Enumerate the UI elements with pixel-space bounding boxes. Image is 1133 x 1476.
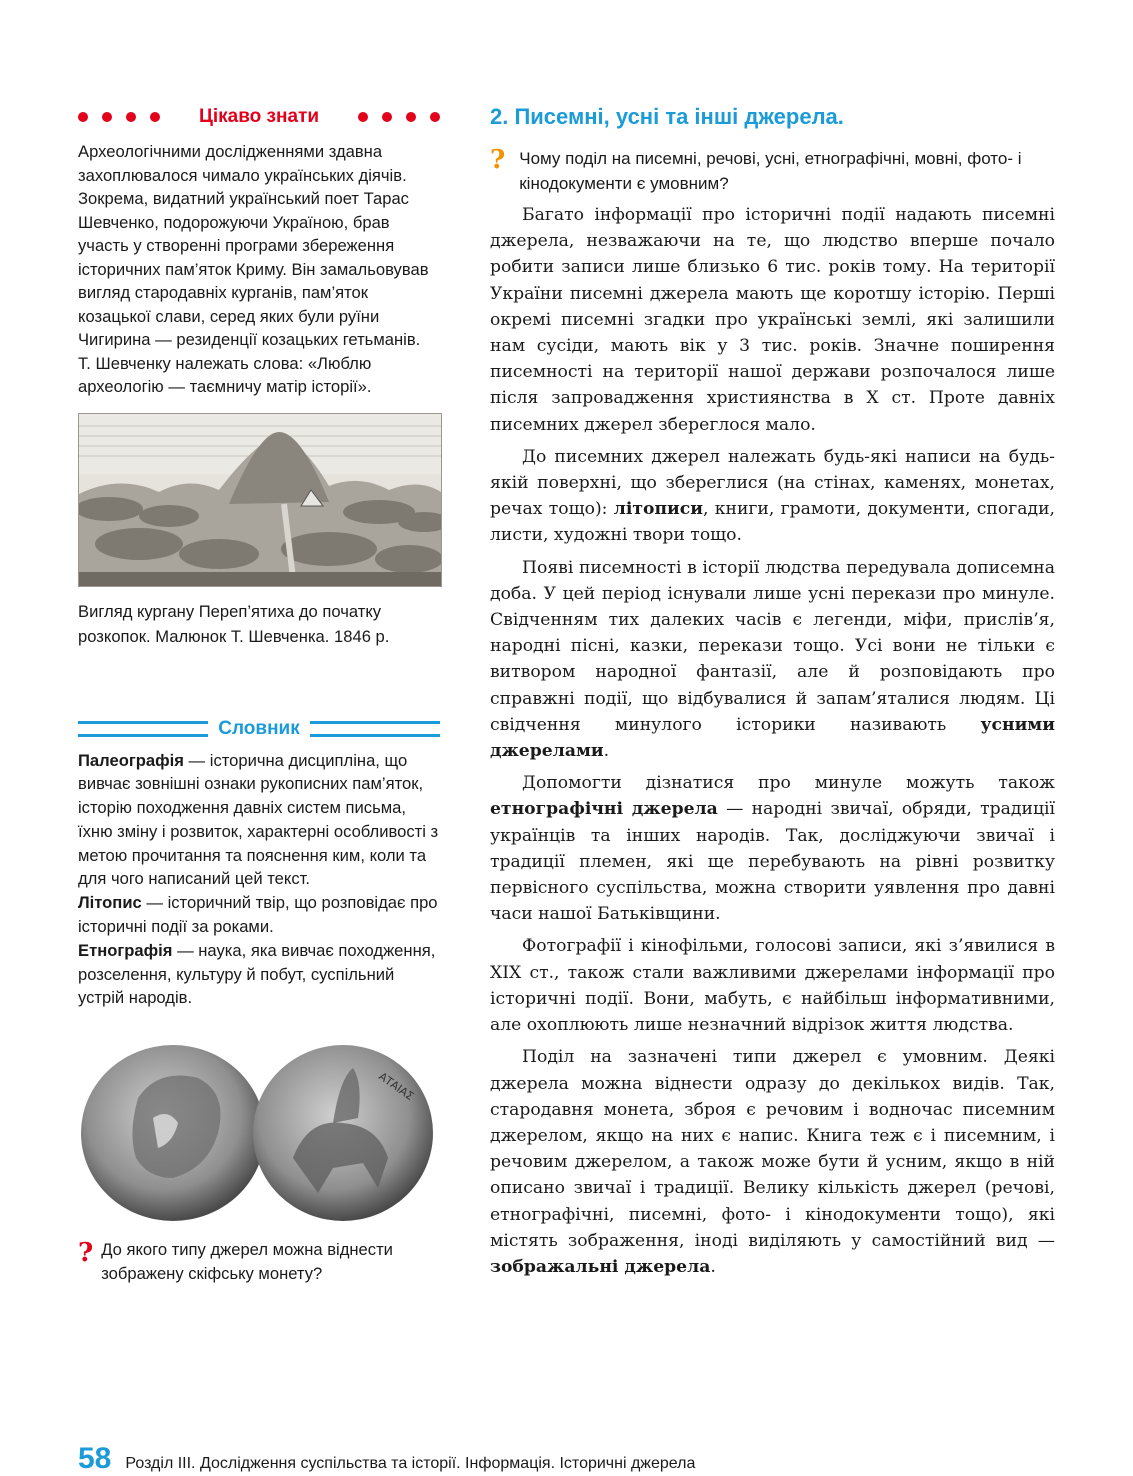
- paragraph: Багато інформації про історичні події надають писемні джерела, незважаючи на те, що людство вперше почало робити записи лише близько 6 тис. років тому. На території України писемні джерела мають ще коротшу історію. Перші окремі писемні згадки про українські землі, які залишили нам сусіди, мають вік у 3 тис. років. Значне поширення писемності на території нашої держави розпочалося лише після запровадження християнства в Х ст. Проте давніх писемних джерел збереглося мало.: [490, 205, 1055, 435]
- paragraph: Фотографії і кінофільми, голосові записи, які з’явилися в ХІХ ст., також стали важливими джерелами інформації про історичні події. Вони, мабуть, є найбільш інформативними, але охоплюють лише незначний відрізок життя людства.: [490, 936, 1055, 1036]
- paragraph: Появі писемності в історії людства передувала дописемна доба. У цей період існували лише усні перекази про минуле. Свідченням тих далеких часів є легенди, міфи, прислів’я, народні пісні, казки, перекази тощо. Усі вони не тільки є витвором народної фантазії, але й розповідають про справжні події, що відбувалися й запам’яталися людям. Ці свідчення минулого історики називають усними джерелами.: [490, 557, 1055, 762]
- bold-term: зображальні джерела: [490, 1256, 711, 1277]
- left-column: [78, 100, 440, 1286]
- kurgan-illustration: [78, 413, 442, 587]
- dictionary-rule-right: [310, 721, 440, 737]
- dictionary-title: Словник: [218, 717, 300, 739]
- dictionary-definition: — історична дисципліна, що вивчає зовнішні ознаки рукописних пам’яток, історію походження давніх систем письма, їхню зміну і розвиток, характерні особливості з метою прочитання та пояснення ким, коли та для чого написаний цей текст.: [78, 750, 439, 889]
- question-mark-icon: ?: [78, 1238, 94, 1269]
- chapter-title: Розділ ІІІ. Дослідження суспільства та історії. Інформація. Історичні джерела: [125, 1455, 696, 1472]
- dictionary-rule-left: [78, 721, 208, 737]
- dots-left: [78, 112, 160, 122]
- section-body: [490, 202, 1055, 1280]
- question-mark-icon: ?: [490, 145, 506, 175]
- paragraph: До писемних джерел належать будь-які написи на будь-якій поверхні, що збереглися (на стінах, каменях, монетах, речах тощо): літописи, книги, грамоти, документи, спогади, листи, художні твори тощо.: [490, 446, 1055, 546]
- bold-term: літописи: [613, 499, 704, 520]
- dictionary-definition: — історичний твір, що розповідає про історичні події за роками.: [78, 893, 438, 937]
- section-title: 2. Писемні, усні та інші джерела.: [490, 104, 844, 129]
- coin-question-text: До якого типу джерел можна віднести зображену скіфську монету?: [101, 1240, 393, 1284]
- dictionary-entries: [78, 749, 440, 1011]
- dots-right: [358, 112, 440, 122]
- interest-box-text: [78, 140, 440, 399]
- section-question-text: Чому поділ на писемні, речові, усні, етнографічні, мовні, фото- і кінодокументи є умовним?: [519, 149, 1022, 193]
- interest-box-title: Цікаво знати: [198, 106, 320, 127]
- page-number: 58: [78, 1442, 112, 1475]
- bold-term: етнографічні джерела: [490, 799, 718, 820]
- dictionary-term: Літопис: [78, 893, 142, 913]
- dictionary-header: [78, 719, 440, 739]
- interest-box-header: [78, 100, 440, 134]
- interest-quote: Т. Шевченку належать слова: «Люблю археологію — таємничу матір історії».: [78, 353, 372, 396]
- dictionary-term: Етнографія: [78, 940, 173, 960]
- section-question: [490, 146, 1055, 196]
- dictionary-entry: [78, 939, 440, 1010]
- right-column: [490, 100, 1055, 1286]
- kurgan-drawing: [79, 414, 441, 586]
- page-footer: [78, 1442, 695, 1476]
- kurgan-caption: Вигляд кургану Переп’ятиха до початку розкопок. Малюнок Т. Шевченка. 1846 р.: [78, 601, 390, 646]
- paragraph: Допомогти дізнатися про минуле можуть також етнографічні джерела — народні звичаї, обряди, традиції українців та інших народів. Так, досліджуючи звичаї і традиції племен, які ще перебувають на рівні розвитку первісного суспільства, можна створити уявлення про давні часи нашої Батьківщини.: [490, 773, 1055, 925]
- scythian-coin-images: [78, 1038, 440, 1228]
- paragraph: Поділ на зазначені типи джерел є умовним. Деякі джерела можна віднести одразу до декількох видів. Так, стародавня монета, зброя є речовим і водночас писемним джерелом, якщо на них є напис. Книга теж є і писемним, і речовим джерелом, а також може бути й усним, якщо в ній описано звичаї і традиції. Велику кількість джерел (речові, етнографічні, писемні, фото- і кінодокументи тощо), які містять зображення, іноді виділяють у самостійний вид — зображальні джерела.: [490, 1047, 1055, 1277]
- dictionary-entry: [78, 749, 440, 892]
- bold-term: усними джерелами: [490, 714, 1055, 762]
- dictionary-entry: [78, 891, 440, 939]
- coin-drawing: [78, 1038, 440, 1228]
- dictionary-definition: — наука, яка вивчає походження, розселення, культуру й побут, суспільний устрій народів.: [78, 940, 436, 1008]
- svg-text:ΑΤΑΙΑΣ: ΑΤΑΙΑΣ: [376, 1070, 417, 1104]
- dictionary-term: Палеографія: [78, 750, 184, 770]
- interest-paragraph: Археологічними дослідженнями здавна захоплювалося чимало українських діячів. Зокрема, видатний український поет Тарас Шевченко, подорожуючи Україною, брав участь у створенні програми збереження історичних пам’яток Криму. Він замальовував вигляд стародавніх курганів, пам’яток козацької слави, серед яких були руїни Чигирина — резиденції козацьких гетьманів.: [78, 142, 429, 349]
- coin-question: [78, 1238, 440, 1286]
